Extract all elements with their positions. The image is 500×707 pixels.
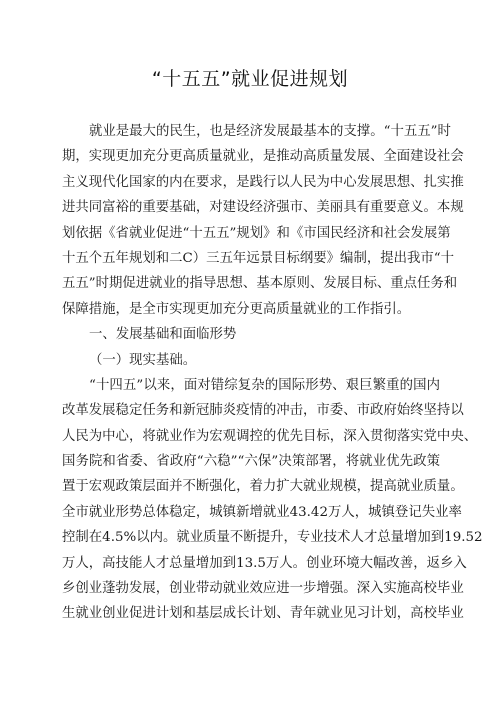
text-line: 进共同富裕的重要基础，对建设经济强市、美丽具有重要意义。本规 (62, 200, 464, 216)
text-line: 保障措施，是全市实现更加充分更高质量就业的工作指引。 (62, 301, 411, 317)
text-line: “十四五”以来，面对错综复杂的国际形势、艰巨繁重的国内 (89, 377, 440, 393)
document-title: “十五五”就业促进规划 (151, 68, 349, 90)
text-line: 乡创业蓬勃发展，创业带动就业效应进一步增强。深入实施高校毕业 (62, 581, 464, 597)
text-line: 置于宏观政策层面并不断强化，着力扩大就业规模，提高就业质量。 (62, 479, 464, 495)
text-line: 就业是最大的民生，也是经济发展最基本的支撑。“十五五”时 (89, 124, 451, 139)
text-line: 划依据《省就业促进“十五五”规划》和《市国民经济和社会发展第 (62, 225, 451, 241)
text-line: 主义现代化国家的内在要求，是践行以人民为中心发展思想、扎实推 (62, 174, 464, 190)
text-line: 改革发展稳定任务和新冠肺炎疫情的冲击，市委、市政府始终坚持以 (62, 403, 464, 419)
text-line: 期，实现更加充分更高质量就业，是推动高质量发展、全面建设社会 (62, 149, 464, 165)
text-line: 全市就业形势总体稳定，城镇新增就业43.42万人，城镇登记失业率 (62, 504, 462, 520)
text-line: 国务院和省委、省政府“六稳”“六保”决策部署，将就业优先政策 (62, 454, 440, 470)
text-line: 人民为中心，将就业作为宏观调控的优先目标，深入贯彻落实党中央、 (62, 428, 478, 444)
text-line: 一、发展基础和面临形势 (89, 327, 237, 343)
text-line: 五五”时期促进就业的指导思想、基本原则、发展目标、重点任务和 (62, 276, 458, 292)
text-line: 控制在4.5%以内。就业质量不断提升，专业技术人才总量增加到19.52 (62, 530, 483, 546)
text-line: 生就业创业促进计划和基层成长计划、青年就业见习计划，高校毕业 (62, 606, 464, 622)
text-line: （一）现实基础。 (89, 352, 197, 368)
text-line: 十五个五年规划和二C）三五年远景目标纲要》编制，提出我市“十 (62, 250, 455, 266)
document-body (62, 119, 483, 627)
text-line: 万人，高技能人才总量增加到13.5万人。创业环境大幅改善，返乡入 (62, 555, 467, 571)
